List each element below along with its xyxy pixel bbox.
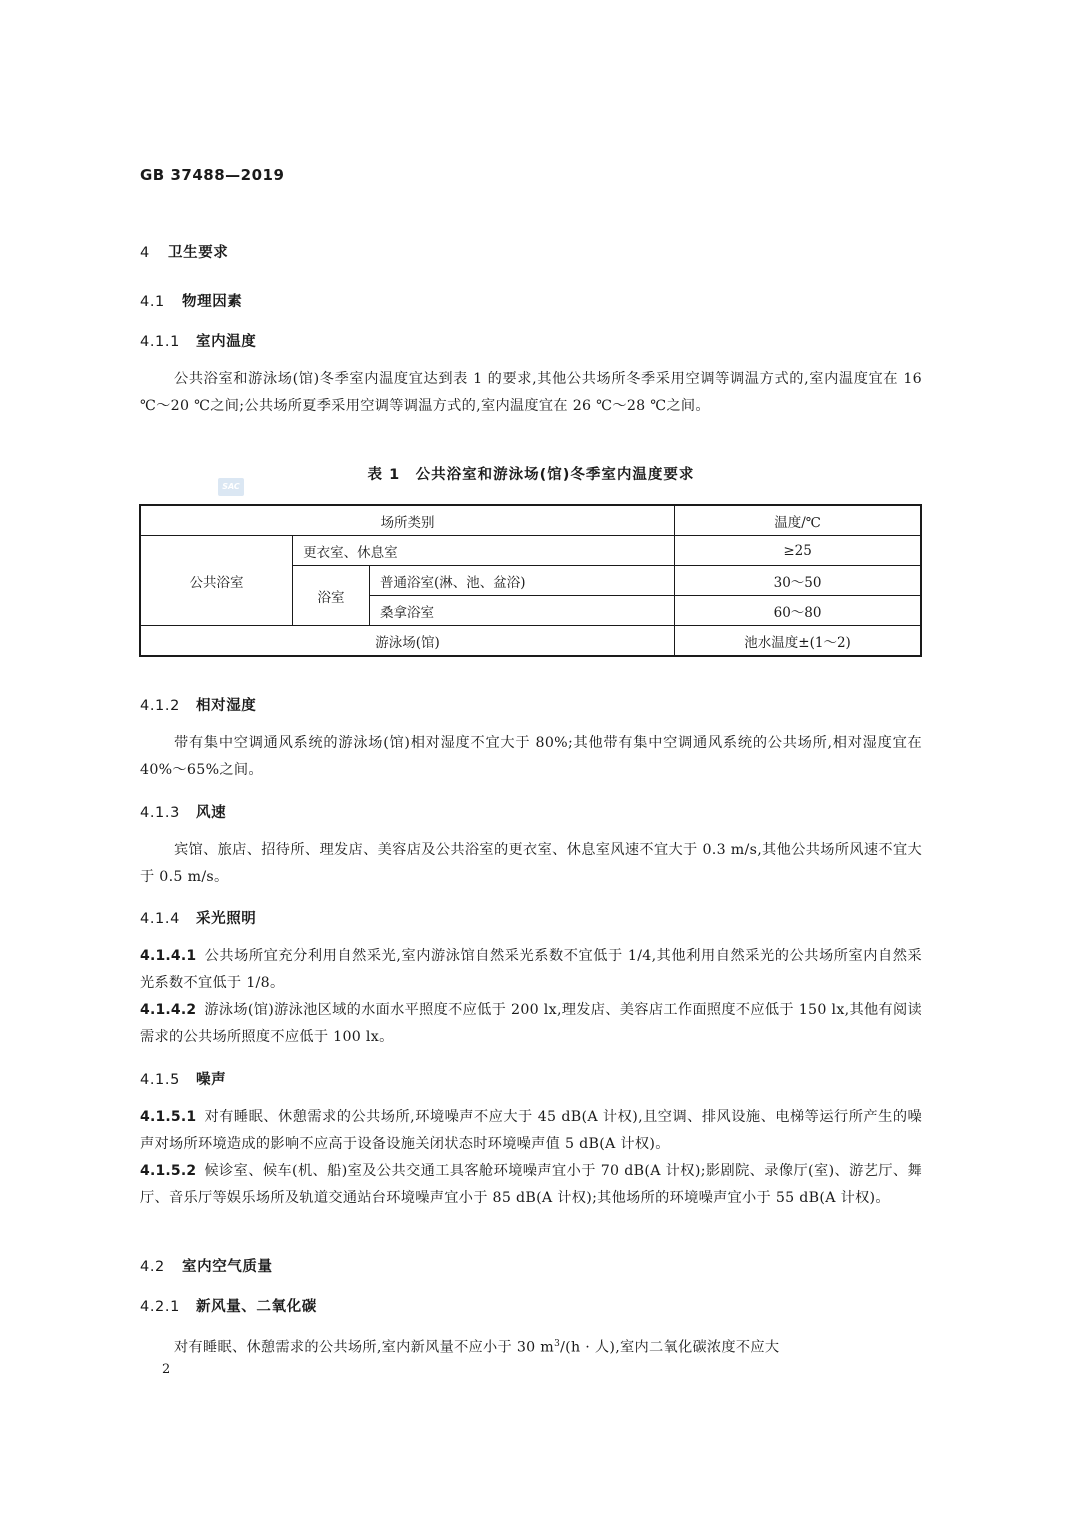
section-number: 4.1.1 [140,334,180,350]
table-cell: 普通浴室(淋、池、盆浴) [369,566,674,596]
section-title: 风速 [196,805,227,821]
section-title: 卫生要求 [168,245,229,261]
section-title: 新风量、二氧化碳 [196,1299,317,1315]
temperature-table [139,504,922,657]
clause-number: 4.1.5.1 [140,1109,197,1125]
section-title: 室内温度 [196,334,257,350]
lighting-paragraph-1 [140,943,922,997]
section-number: 4.1.3 [140,805,180,821]
sac-watermark: SAC [218,478,244,496]
table-cell: 公共浴室 [140,536,293,626]
section-4-heading [140,241,228,262]
table-cell: 更衣室、休息室 [293,536,675,566]
table-cell: 游泳场(馆) [140,626,675,657]
document-id: GB 37488—2019 [140,166,285,184]
table-cell: 30～50 [675,566,921,596]
clause-text: 游泳场(馆)游泳池区域的水面水平照度不应低于 200 lx,理发店、美容店工作面照度不应低于 150 lx,其他有阅读需求的公共场所照度不应低于 100 lx。 [140,1002,922,1045]
clause-number: 4.1.4.1 [140,948,197,964]
section-title: 相对湿度 [196,698,257,714]
table-cell: 桑拿浴室 [369,596,674,626]
noise-paragraph-2 [140,1158,922,1212]
section-4-2-heading [140,1255,273,1276]
clause-number: 4.1.5.2 [140,1163,197,1179]
table-row [140,626,921,657]
clause-number: 4.1.4.2 [140,1002,197,1018]
section-number: 4 [140,245,150,261]
table-row [140,505,921,536]
table-cell: 浴室 [293,566,370,626]
table-row [140,536,921,566]
section-number: 4.2.1 [140,1299,180,1315]
section-title: 室内空气质量 [182,1259,273,1275]
section-4-1-5-heading [140,1068,226,1089]
section-number: 4.1.2 [140,698,180,714]
section-title: 物理因素 [182,294,243,310]
table-1-title: 表 1 公共浴室和游泳场(馆)冬季室内温度要求 [367,467,695,483]
table-header-temperature: 温度/℃ [675,505,921,536]
temperature-paragraph: 公共浴室和游泳场(馆)冬季室内温度宜达到表 1 的要求,其他公共场所冬季采用空调等调温方式的,室内温度宜在 16 ℃～20 ℃之间;公共场所夏季采用空调等调温方式的,室内温度宜在 26 ℃～28 ℃之间。 [140,371,922,414]
clause-text: 对有睡眠、休憩需求的公共场所,环境噪声不应大于 45 dB(A 计权),且空调、排风设施、电梯等运行所产生的噪声对场所环境造成的影响不应高于设备设施关闭状态时环境噪声值 5 dB(A 计权)。 [140,1109,922,1152]
section-4-1-3-heading [140,801,226,822]
section-title: 噪声 [196,1072,227,1088]
section-number: 4.1.5 [140,1072,180,1088]
fresh-air-text-a: 对有睡眠、休憩需求的公共场所,室内新风量不应小于 30 m [174,1339,555,1356]
humidity-paragraph: 带有集中空调通风系统的游泳场(馆)相对湿度不宜大于 80%;其他带有集中空调通风系统的公共场所,相对湿度宜在 40%～65%之间。 [140,735,922,778]
section-4-1-heading [140,290,242,311]
page-number: 2 [162,1362,171,1377]
table-cell: 池水温度±(1～2) [675,626,921,657]
clause-text: 候诊室、候车(机、船)室及公共交通工具客舱环境噪声宜小于 70 dB(A 计权);影剧院、录像厅(室)、游艺厅、舞厅、音乐厅等娱乐场所及轨道交通站台环境噪声宜小于 85 dB(A 计权);其他场所的环境噪声宜小于 55 dB(A 计权)。 [140,1163,922,1206]
clause-text: 公共场所宜充分利用自然采光,室内游泳馆自然采光系数不宜低于 1/4,其他利用自然采光的公共场所室内自然采光系数不宜低于 1/8。 [140,948,922,991]
section-number: 4.2 [140,1259,165,1275]
noise-paragraph-1 [140,1104,922,1158]
section-title: 采光照明 [196,911,257,927]
table-cell: 60～80 [675,596,921,626]
table-header-category: 场所类别 [140,505,675,536]
section-4-1-4-heading [140,907,256,928]
lighting-paragraph-2 [140,997,922,1051]
fresh-air-text-b: /(h · 人),室内二氧化碳浓度不应大 [560,1339,780,1356]
section-4-1-2-heading [140,694,256,715]
section-4-1-1-heading [140,330,256,351]
section-number: 4.1.4 [140,911,180,927]
section-number: 4.1 [140,294,165,310]
section-4-2-1-heading [140,1295,317,1316]
wind-speed-paragraph: 宾馆、旅店、招待所、理发店、美容店及公共浴室的更衣室、休息室风速不宜大于 0.3 m/s,其他公共场所风速不宜大于 0.5 m/s。 [140,842,922,885]
fresh-air-paragraph [140,1331,922,1362]
table-cell: ≥25 [675,536,921,566]
fresh-air-superscript: 3 [554,1339,561,1349]
